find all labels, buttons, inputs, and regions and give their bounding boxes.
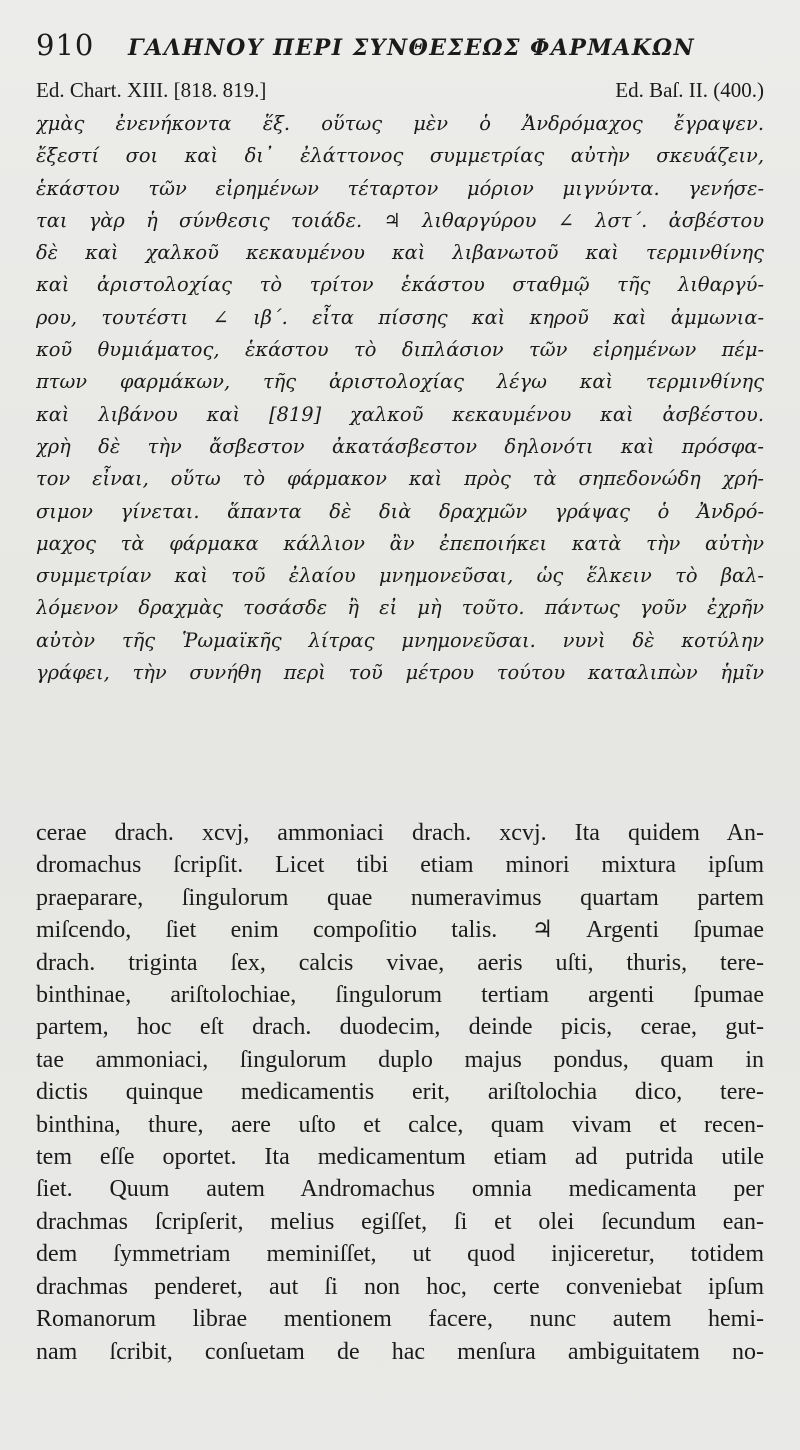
- latin-line: cerae drach. xcvj, ammoniaci drach. xcvj. Ita quidem An-: [36, 820, 764, 846]
- latin-line: drachmas ſcripſerit, melius egiſſet, ſi et olei ſecundum ean-: [36, 1208, 764, 1235]
- greek-line: καὶ ἀριστολοχίας τὸ τρίτον ἑκάστου σταθμῷ τῆς λιθαργύ-: [36, 273, 764, 297]
- latin-line: miſcendo, ſiet enim compoſitio talis. ♃ Argenti ſpumae: [36, 917, 764, 944]
- latin-text-block: [36, 817, 764, 1368]
- latin-line: partem, hoc eſt drach. duodecim, deinde picis, cerae, gut-: [36, 1014, 764, 1041]
- latin-line: binthina, thure, aere uſto et calce, quam vivam et recen-: [36, 1111, 764, 1138]
- latin-line: drach. triginta ſex, calcis vivae, aeris uſti, thuris, tere-: [36, 949, 764, 976]
- edition-right: Ed. Baſ. II. (400.): [615, 78, 764, 102]
- latin-line: dromachus ſcripſit. Licet tibi etiam minori mixtura ipſum: [36, 852, 764, 879]
- running-head: [36, 28, 760, 62]
- latin-line: dem ſymmetriam meminiſſet, ut quod injiceretur, totidem: [36, 1241, 764, 1268]
- greek-line: χρὴ δὲ τὴν ἄσβεστον ἀκατάσβεστον δηλονότι καὶ πρόσφα-: [36, 434, 764, 458]
- greek-line: ἑκάστου τῶν εἰρημένων τέταρτον μόριον μιγνύντα. γενήσε-: [36, 176, 764, 200]
- greek-line: γράφει, τὴν συνήθη περὶ τοῦ μέτρου τούτου καταλιπὼν ἡμῖν: [36, 661, 764, 685]
- greek-line: πτων φαρμάκων, τῆς ἀριστολοχίας λέγω καὶ τερμινθίνης: [36, 370, 764, 394]
- latin-line: Romanorum librae mentionem facere, nunc autem hemi-: [36, 1306, 764, 1333]
- greek-line: δὲ καὶ χαλκοῦ κεκαυμένου καὶ λιβανωτοῦ καὶ τερμινθίνης: [36, 241, 764, 265]
- latin-line: nam ſcribit, conſuetam de hac menſura ambiguitatem no-: [36, 1338, 764, 1365]
- latin-line: tae ammoniaci, ſingulorum duplo majus pondus, quam in: [36, 1046, 764, 1073]
- page-number: 910: [36, 28, 95, 62]
- greek-line: τον εἶναι, οὕτω τὸ φάρμακον καὶ πρὸς τὰ σηπεδονώδη χρή-: [36, 467, 764, 491]
- latin-line: ſiet. Quum autem Andromachus omnia medicamenta per: [36, 1176, 764, 1203]
- greek-line: ται γὰρ ἡ σύνθεσις τοιάδε. ♃ λιθαργύρου ∠ λστ΄. ἀσβέστου: [36, 208, 764, 232]
- latin-line: tem eſſe oportet. Ita medicamentum etiam ad putrida utile: [36, 1144, 764, 1171]
- greek-text-block: [36, 108, 764, 689]
- greek-line: ἔξεστί σοι καὶ δι᾽ ἐλάττονος συμμετρίας αὐτὴν σκευάζειν,: [36, 144, 764, 168]
- edition-left: Ed. Chart. XIII. [818. 819.]: [36, 78, 267, 102]
- greek-line: αὐτὸν τῆς Ῥωμαϊκῆς λίτρας μνημονεῦσαι. νυνὶ δὲ κοτύλην: [36, 628, 764, 652]
- latin-line: binthinae, ariſtolochiae, ſingulorum tertiam argenti ſpumae: [36, 982, 764, 1009]
- greek-line: μαχος τὰ φάρμακα κάλλιον ἂν ἐπεποιήκει κατὰ τὴν αὐτὴν: [36, 531, 764, 555]
- latin-line: praeparare, ſingulorum quae numeravimus quartam partem: [36, 884, 764, 911]
- greek-line: λόμενον δραχμὰς τοσάσδε ἢ εἰ μὴ τοῦτο. πάντως γοῦν ἐχρῆν: [36, 596, 764, 620]
- greek-line: συμμετρίαν καὶ τοῦ ἐλαίου μνημονεῦσαι, ὡς ἕλκειν τὸ βαλ-: [36, 564, 764, 588]
- latin-line: drachmas penderet, aut ſi non hoc, certe conveniebat ipſum: [36, 1273, 764, 1300]
- greek-line: καὶ λιβάνου καὶ [819] χαλκοῦ κεκαυμένου καὶ ἀσβέστου.: [36, 402, 764, 426]
- greek-line: σιμον γίνεται. ἅπαντα δὲ διὰ δραχμῶν γράψας ὁ Ἀνδρό-: [36, 499, 764, 523]
- greek-line: ρου, τουτέστι ∠ ιβ΄. εἶτα πίσσης καὶ κηροῦ καὶ ἀμμωνια-: [36, 305, 764, 329]
- edition-line: [36, 78, 764, 103]
- running-title: ΓΑΛΗΝΟΥ ΠΕΡΙ ΣΥΝΘΕΣΕΩΣ ΦΑΡΜΑΚΩΝ: [128, 35, 696, 61]
- greek-line: χμὰς ἐνενήκοντα ἕξ. οὕτως μὲν ὁ Ἀνδρόμαχος ἔγραψεν.: [36, 112, 764, 135]
- greek-line: κοῦ θυμιάματος, ἑκάστου τὸ διπλάσιον τῶν εἰρημένων πέμ-: [36, 338, 764, 362]
- latin-line: dictis quinque medicamentis erit, ariſtolochia dico, tere-: [36, 1079, 764, 1106]
